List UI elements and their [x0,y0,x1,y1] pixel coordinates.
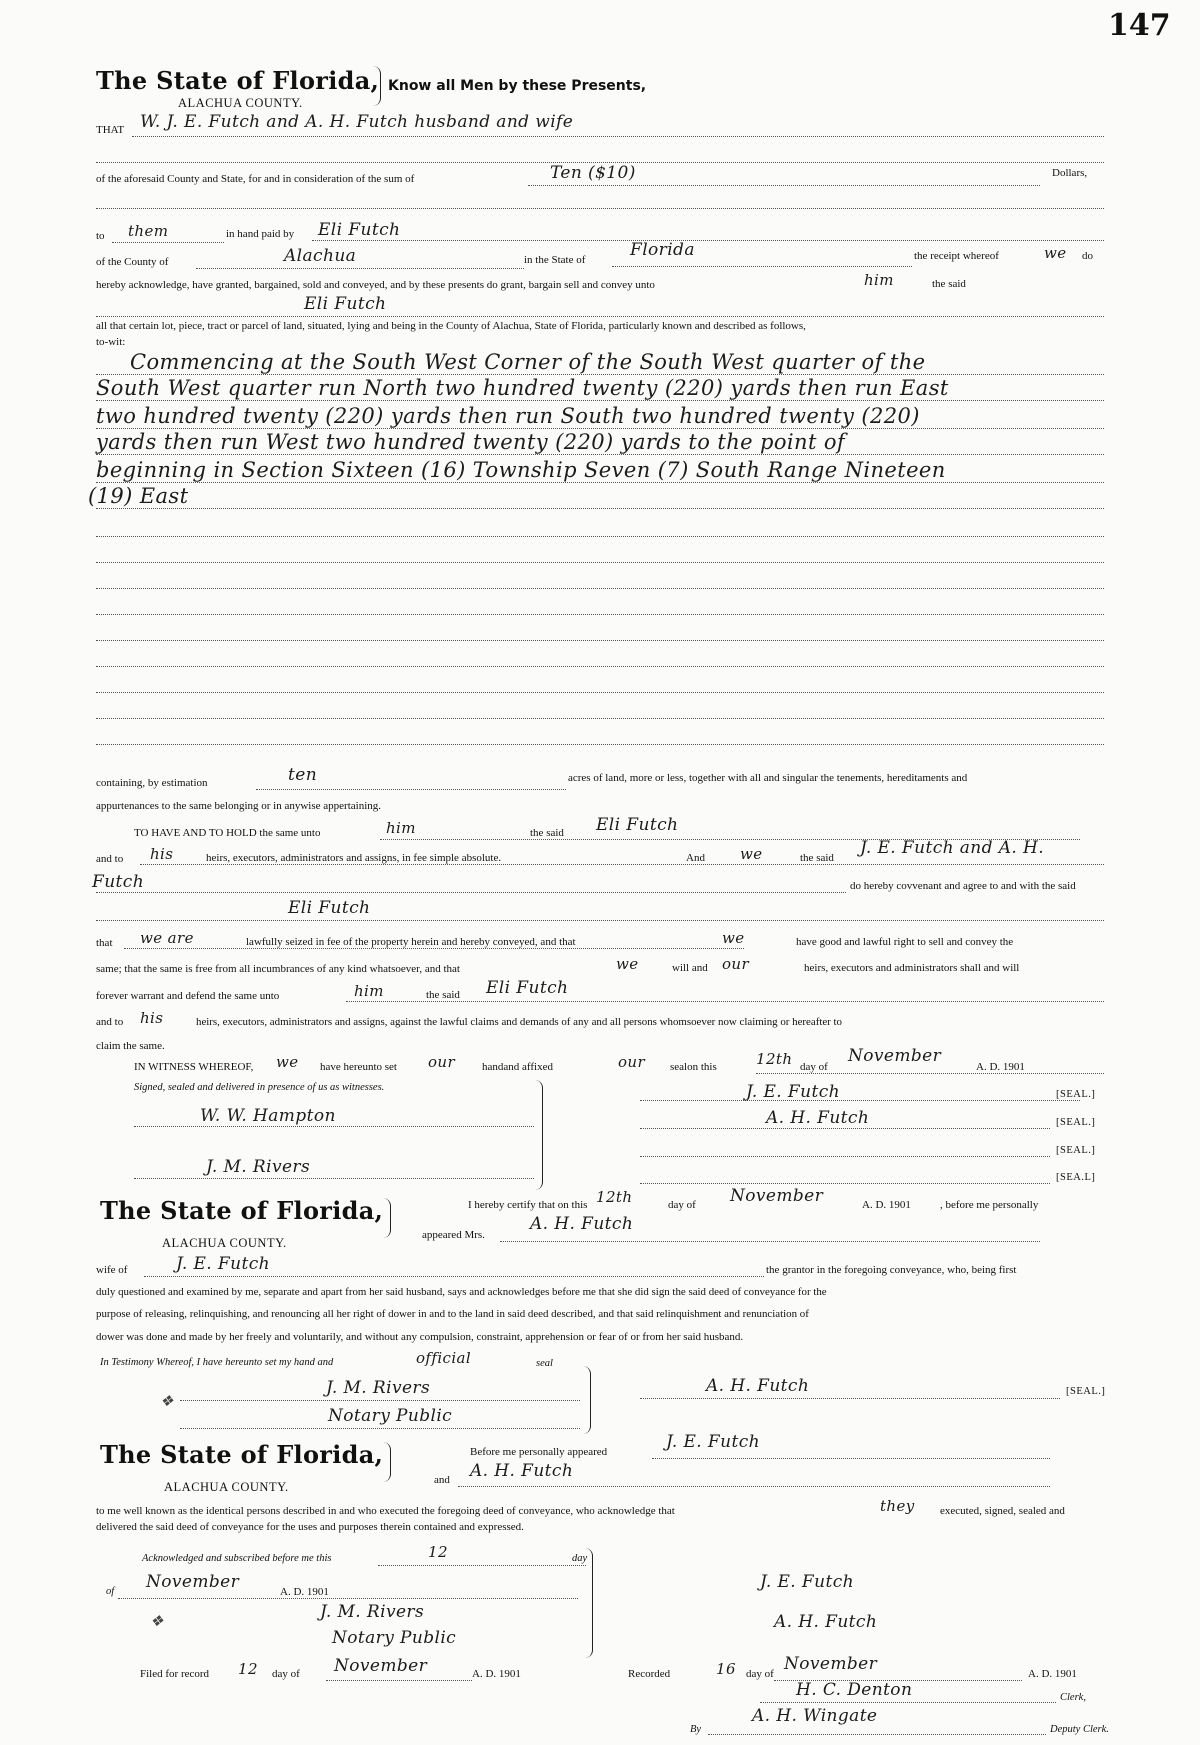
heirs-text: heirs, executors, administrators and assigns, in fee simple absolute. [206,852,502,864]
to-whom: them [128,222,169,240]
description-line-4: yards then run West two hundred twenty (220) yards to the point of [96,430,846,454]
covenant-text: do hereby covvenant and agree to and with the said [850,880,1076,892]
cert1-officer-title: Notary Public [328,1406,453,1426]
the-said-label: the said [932,278,966,290]
do-label: do [1082,250,1093,262]
witness-2: J. M. Rivers [206,1157,311,1177]
recorded-day: 16 [716,1660,736,1678]
cert2-known-line-2: delivered the said deed of conveyance for the uses and purposes therein contained and expressed. [96,1521,524,1533]
right-text: have good and lawful right to sell and convey the [796,936,1014,948]
hereunto-label: have hereunto set [320,1061,397,1073]
cert1-body-line-2: purpose of releasing, relinquishing, and renouncing all her right of dower in and to the land in said deed described, and that said relinquishment and renunciation of [96,1308,809,1320]
paid-by-name: Eli Futch [318,220,401,240]
our-pronoun: our [722,955,750,973]
cert1-seal-word: seal [536,1358,553,1369]
and-to-label: and to [96,853,124,865]
defend-grantee: Eli Futch [486,978,569,998]
cert1-signature: A. H. Futch [706,1376,810,1396]
witness-pronoun: we [276,1053,299,1071]
defend-said: the said [426,989,460,1001]
cert1-testimony-label: In Testimony Whereof, I have hereunto set my hand and [100,1357,334,1368]
cert1-county: ALACHUA COUNTY. [162,1236,287,1250]
and-to-label-2: and to [96,1016,124,1028]
filed-day: 12 [238,1660,258,1678]
land-text: all that certain lot, piece, tract or parcel of land, situated, lying and being in the County of Alachua, State of Florida, particularly known and described as follows, [96,320,806,332]
claims-pronoun: his [140,1009,164,1027]
acres-text: acres of land, more or less, together with all and singular the tenements, hereditaments and [568,772,968,784]
cert1-brace [380,1198,391,1238]
to-wit-label: to-wit: [96,336,126,348]
covenant-grantee: Eli Futch [288,898,371,918]
notary-seal-1: ❖ [160,1392,174,1410]
claims-text: heirs, executors, administrators and assigns, against the lawful claims and demands of any and all persons whomsoever now claiming or hereafter to [196,1016,842,1028]
grantee-state: Florida [630,240,695,260]
aforesaid-text: of the aforesaid County and State, for and in consideration of the sum of [96,173,415,185]
seized-text: lawfully seized in fee of the property herein and hereby conveyed, and that [246,936,576,948]
cert2-acknowledged-label: Acknowledged and subscribed before me this [142,1553,332,1564]
covenant-pronoun: we [740,845,763,863]
witness-label: IN WITNESS WHEREOF, [134,1061,254,1073]
seized-pronoun: we are [140,929,194,947]
that-label-2: that [96,937,113,949]
description-line-5: beginning in Section Sixteen (16) Township Seven (7) South Range Nineteen [96,458,946,482]
cert2-officer: J. M. Rivers [320,1602,425,1622]
cert1-month: November [730,1186,824,1206]
filed-label: Filed for record [140,1668,210,1680]
description-line-6: (19) East [88,484,189,508]
deputy-name: A. H. Wingate [752,1706,878,1726]
cert2-and-label: and [434,1474,450,1486]
receipt-label: the receipt whereof [914,250,999,262]
seal-1: [SEAL.] [1056,1089,1096,1100]
cert1-day-of-label: day of [668,1199,696,1211]
cert1-state-title: The State of Florida, [100,1196,384,1225]
to-label: to [96,230,105,242]
cert2-day-label: day [572,1553,588,1564]
cert1-appeared-label: appeared Mrs. [422,1229,485,1241]
will-pronoun: we [616,955,639,973]
notary-seal-2: ❖ [150,1612,164,1630]
page-number: 147 [1108,8,1171,43]
filed-day-of-label: day of [272,1668,300,1680]
cert2-they-pronoun: they [880,1497,915,1515]
state-of-label: in the State of [524,254,586,266]
grantors-name: W. J. E. Futch and A. H. Futch husband and wife [140,112,574,132]
recorded-label: Recorded [628,1668,671,1680]
cert2-state-title: The State of Florida, [100,1440,384,1469]
witness-day-of-label: day of [800,1061,828,1073]
hand-pronoun: our [428,1053,456,1071]
grantee-county: Alachua [284,246,357,266]
cert2-known-line-1: to me well known as the identical persons described in and who executed the foregoing deed of conveyance, who acknowledge that [96,1505,675,1517]
county-of-label: of the County of [96,256,169,268]
deed-county: ALACHUA COUNTY. [178,96,303,110]
cert2-county: ALACHUA COUNTY. [164,1480,289,1494]
cert1-body-line-3: dower was done and made by her freely and voluntarily, and without any compulsion, constraint, apprehension or fear of or from her said husband. [96,1331,744,1343]
and-label: And [686,852,705,864]
recorded-month: November [784,1654,878,1674]
recorded-day-of-label: day of [746,1668,774,1680]
cert2-officer-title: Notary Public [332,1628,457,1648]
cert1-grantor-text: the grantor in the foregoing conveyance, who, being first [766,1264,1017,1276]
witness-ad: A. D. 1901 [976,1061,1025,1073]
cert2-ack-ad: A. D. 1901 [280,1586,329,1598]
signature-1: J. E. Futch [746,1082,840,1102]
deputy-label: Deputy Clerk. [1050,1724,1109,1735]
covenant-said: the said [800,852,834,864]
convey-pronoun: him [864,271,894,289]
defend-pronoun: him [354,982,384,1000]
habendum-said: the said [530,827,564,839]
hand-label: handand affixed [482,1061,553,1073]
consideration-sum: Ten ($10) [550,163,636,183]
convey-text: hereby acknowledge, have granted, bargained, sold and conveyed, and by these presents do grant, bargain sell and convey unto [96,279,655,291]
cert2-ack-month: November [146,1572,240,1592]
seal-3: [SEAL.] [1056,1145,1096,1156]
dollars-label: Dollars, [1052,167,1088,179]
cert2-signature-2: A. H. Futch [774,1612,878,1632]
cert1-certify-label: I hereby certify that on this [468,1199,588,1211]
witness-1: W. W. Hampton [200,1106,336,1126]
same-text: same; that the same is free from all incumbrances of any kind whatsoever, and that [96,963,460,975]
cert2-of-label: of [106,1586,115,1597]
receipt-pronoun: we [1044,244,1067,262]
cert1-husband: J. E. Futch [176,1254,270,1274]
deed-state-title: The State of Florida, [96,66,380,95]
clerk-name: H. C. Denton [796,1680,913,1700]
appurtenances-text: appurtenances to the same belonging or in anywise appertaining. [96,800,381,812]
filed-ad: A. D. 1901 [472,1668,521,1680]
heirs-pronoun: his [150,845,174,863]
containing-label: containing, by estimation [96,777,208,789]
covenant-grantors-1: J. E. Futch and A. H. [860,838,1045,858]
cert1-appeared-name: A. H. Futch [530,1214,634,1234]
cert2-ack-day: 12 [428,1543,448,1561]
description-line-2: South West quarter run North two hundred twenty (220) yards then run East [96,376,949,400]
cert2-ack-brace [582,1548,593,1658]
signature-2: A. H. Futch [766,1108,870,1128]
cert1-wife-of-label: wife of [96,1264,128,1276]
forever-text: forever warrant and defend the same unto [96,990,280,1002]
seal-4: [SEA.L] [1056,1172,1096,1183]
seal-on-label: sealon this [670,1061,717,1073]
know-all-heading: Know all Men by these Presents, [388,78,647,94]
will-label: will and [672,962,708,974]
header-brace [370,66,381,106]
description-line-3: two hundred twenty (220) yards then run South two hundred twenty (220) [96,404,920,428]
habendum-grantee: Eli Futch [596,815,679,835]
clerk-label: Clerk, [1060,1692,1086,1703]
cert2-appeared-2: A. H. Futch [470,1461,574,1481]
cert1-officer-brace [580,1366,591,1434]
cert2-known-line-1-end: executed, signed, sealed and [940,1505,1065,1517]
cert1-day: 12th [596,1188,633,1206]
habendum-pronoun: him [386,819,416,837]
heirs-exec-text: heirs, executors and administrators shall and will [804,962,1020,974]
cert2-brace [380,1442,391,1482]
filed-month: November [334,1656,428,1676]
witness-day: 12th [756,1050,793,1068]
that-label: THAT [96,124,125,136]
description-line-1: Commencing at the South West Corner of the South West quarter of the [130,350,926,374]
cert1-body-line-1: duly questioned and examined by me, separate and apart from her said husband, says and acknowledges before me that she did sign the said deed of conveyance for the [96,1286,827,1298]
seal-2: [SEAL.] [1056,1117,1096,1128]
cert1-ad: A. D. 1901 [862,1199,911,1211]
covenant-grantors-2: Futch [92,872,145,892]
cert1-before-label: , before me personally [940,1199,1039,1211]
claim-same: claim the same. [96,1040,165,1052]
cert1-officer: J. M. Rivers [326,1378,431,1398]
cert2-signature-1: J. E. Futch [760,1572,854,1592]
seal-pronoun: our [618,1053,646,1071]
habendum-label: TO HAVE AND TO HOLD the same unto [134,827,321,839]
cert1-official: official [416,1349,472,1367]
recorded-ad: A. D. 1901 [1028,1668,1077,1680]
grantee-name: Eli Futch [304,294,387,314]
cert2-before-label: Before me personally appeared [470,1446,608,1458]
cert1-seal: [SEAL.] [1066,1386,1106,1397]
paid-by-label: in hand paid by [226,228,295,240]
right-pronoun: we [722,929,745,947]
by-label: By [690,1724,702,1735]
acres-value: ten [288,765,318,785]
signed-text: Signed, sealed and delivered in presence of us as witnesses. [134,1082,385,1093]
witness-month: November [848,1046,942,1066]
cert2-appeared-1: J. E. Futch [666,1432,760,1452]
witness-brace [532,1080,543,1190]
